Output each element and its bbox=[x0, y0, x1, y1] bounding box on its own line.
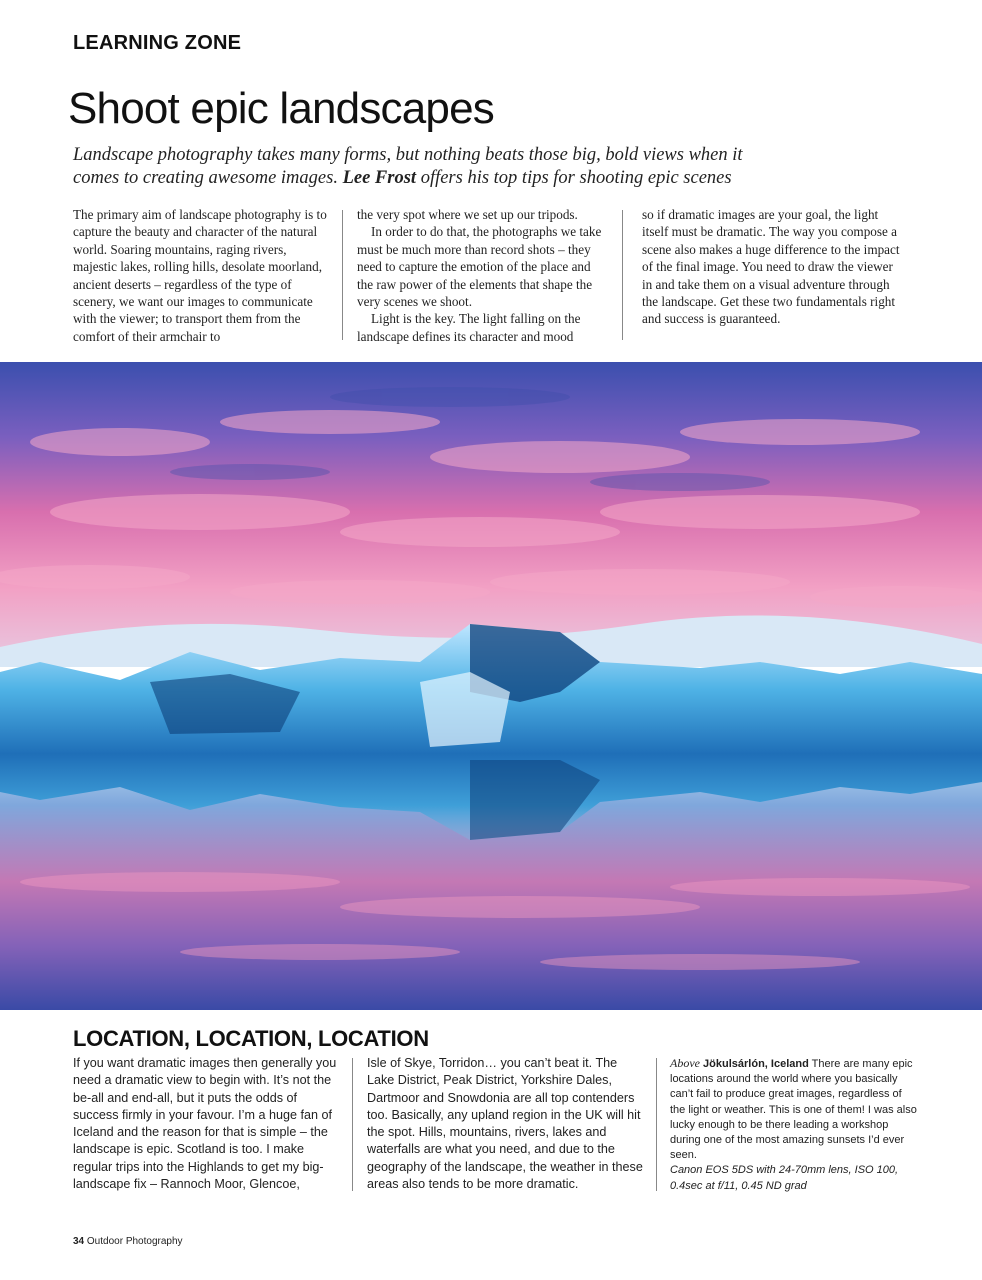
page-footer bbox=[73, 1236, 183, 1247]
iceberg-sunset-photo bbox=[0, 362, 982, 1010]
section-label: LEARNING ZONE bbox=[73, 32, 242, 54]
body-paragraph: Light is the key. The light falling on the landscape defines its character and mood bbox=[357, 311, 581, 344]
caption-lead: Above bbox=[670, 1056, 700, 1070]
intro-column-2 bbox=[357, 206, 605, 346]
location-column-2: Isle of Skye, Torridon… you can’t beat it. The Lake District, Peak District, Yorkshire Dales, Dartmoor and Snowdonia are all top contenders too. Basically, any upland region in the UK will hit the spot. Hills, mountains, rivers, lakes and waterfalls are what you need, and due to the geography of the landscape, the weather in these areas also tends to be more dramatic. bbox=[367, 1056, 643, 1192]
location-column-1: If you want dramatic images then generally you need a dramatic view to begin with. It’s not the be-all and end-all, but it puts the odds of success firmly in your favour. I’m a huge fan of Iceland and the reason for that is simple – the landscape is epic. Scotland is too. I make regular trips into the Highlands to get my big-landscape fix – Rannoch Moor, Glencoe, bbox=[73, 1056, 337, 1192]
author-name: Lee Frost bbox=[342, 168, 417, 188]
page-number: 34 bbox=[73, 1236, 85, 1247]
column-divider bbox=[352, 1058, 353, 1191]
standfirst-text-end: offers his top tips for shooting epic scenes bbox=[420, 168, 732, 188]
photo-caption bbox=[670, 1056, 920, 1194]
magazine-name: Outdoor Photography bbox=[86, 1236, 183, 1247]
body-paragraph: The primary aim of landscape photography is to capture the beauty and character of the natural world. Soaring mountains, raging rivers, majestic lakes, rolling hills, desolate moorland, ancient deserts – regardless of the type of scenery, we want our images to communicate with the viewer; to transport them from the comfort of their armchair to bbox=[73, 207, 327, 344]
column-divider bbox=[656, 1058, 657, 1191]
column-divider bbox=[622, 210, 623, 340]
caption-text: There are many epic locations around the world where you basically can’t fail to produce great images, regardless of the light or weather. This is one of them! I was also lucky enough to be there leading a workshop during one of the most amazing sunsets I’d ever seen. bbox=[670, 1058, 917, 1162]
body-paragraph: the very spot where we set up our tripods. bbox=[357, 207, 578, 222]
intro-column-3 bbox=[642, 206, 900, 346]
column-divider bbox=[342, 210, 343, 340]
article-headline: Shoot epic landscapes bbox=[68, 84, 494, 133]
body-paragraph: In order to do that, the photographs we take must be much more than record shots – they need to capture the emotion of the place and the raw power of the elements that shape the very scenes we shoot. bbox=[357, 224, 602, 310]
intro-column-1 bbox=[73, 206, 331, 346]
standfirst-text: Landscape photography takes many forms, but nothing beats those big, bold views when it comes to creating awesome images. bbox=[73, 145, 743, 188]
caption-tech-details: Canon EOS 5DS with 24-70mm lens, ISO 100, 0.4sec at f/11, 0.45 ND grad bbox=[670, 1164, 899, 1192]
location-heading: LOCATION, LOCATION, LOCATION bbox=[73, 1026, 429, 1051]
body-paragraph: so if dramatic images are your goal, the light itself must be dramatic. The way you compose a scene also makes a huge difference to the impact of the final image. You need to draw the viewer in and take them on a visual adventure through the landscape. Get these two fundamentals right and success is guaranteed. bbox=[642, 207, 900, 327]
caption-location: Jökulsárlón, Iceland bbox=[703, 1058, 809, 1070]
standfirst bbox=[73, 144, 773, 190]
